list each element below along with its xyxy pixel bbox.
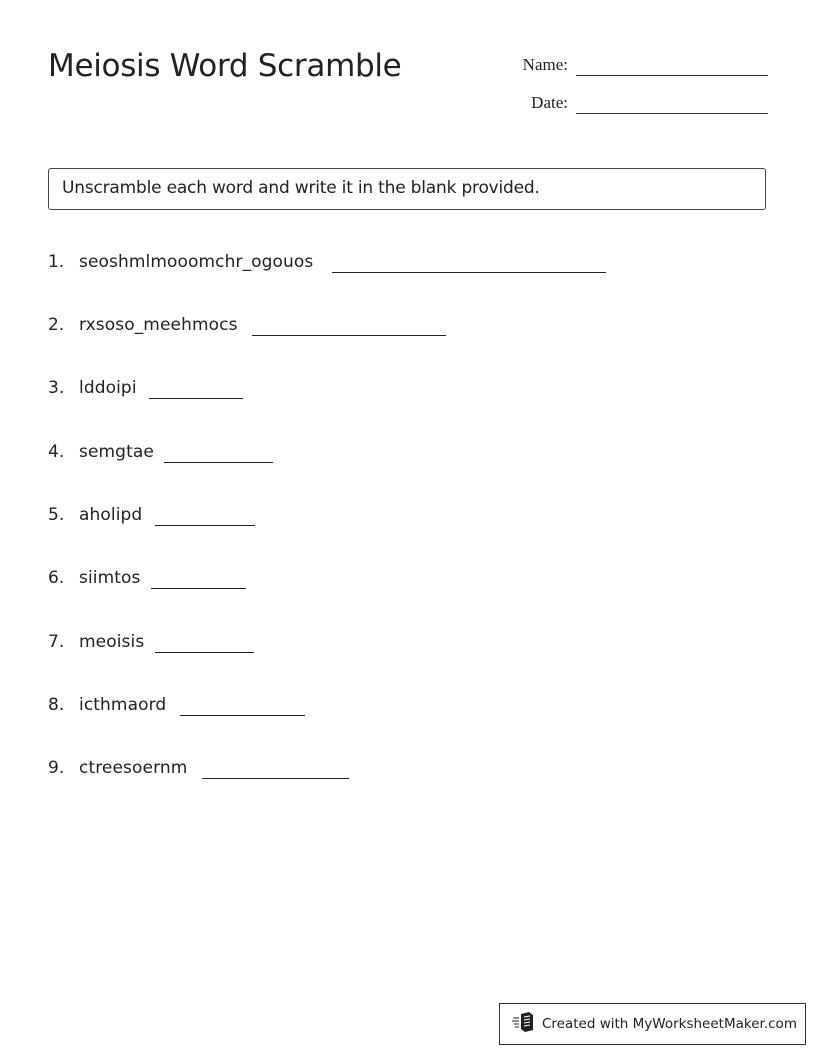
name-label: Name: (522, 55, 568, 74)
answer-blank[interactable] (202, 778, 349, 779)
name-line[interactable] (576, 75, 768, 76)
date-line[interactable] (576, 113, 768, 114)
item-number: 2. (48, 315, 65, 335)
answer-blank[interactable] (164, 462, 273, 463)
list-item (48, 505, 748, 531)
page-title: Meiosis Word Scramble (48, 48, 402, 84)
scrambled-word: rxsoso_meehmocs (79, 315, 238, 335)
worksheet-logo-icon (512, 1011, 542, 1037)
answer-blank[interactable] (149, 398, 243, 399)
item-number: 3. (48, 378, 65, 398)
scrambled-word: seoshmlmooomchr_ogouos (79, 252, 314, 272)
item-number: 6. (48, 568, 65, 588)
list-item (48, 568, 748, 594)
instructions-box (48, 168, 766, 210)
answer-blank[interactable] (332, 272, 606, 273)
item-number: 7. (48, 632, 65, 652)
footer-credit (499, 1003, 806, 1045)
scrambled-word: aholipd (79, 505, 143, 525)
item-number: 8. (48, 695, 65, 715)
date-label: Date: (531, 93, 568, 112)
scrambled-word: siimtos (79, 568, 141, 588)
item-number: 5. (48, 505, 65, 525)
scrambled-word: lddoipi (79, 378, 137, 398)
item-number: 4. (48, 442, 65, 462)
instructions-text: Unscramble each word and write it in the blank provided. (62, 178, 540, 198)
answer-blank[interactable] (151, 588, 246, 589)
answer-blank[interactable] (180, 715, 305, 716)
list-item (48, 758, 748, 784)
list-item (48, 252, 748, 278)
footer-text: Created with MyWorksheetMaker.com (542, 1016, 797, 1032)
answer-blank[interactable] (155, 525, 255, 526)
list-item (48, 695, 748, 721)
list-item (48, 315, 748, 341)
item-number: 9. (48, 758, 65, 778)
scrambled-word: meoisis (79, 632, 145, 652)
scrambled-word: semgtae (79, 442, 154, 462)
answer-blank[interactable] (252, 335, 446, 336)
list-item (48, 632, 748, 658)
answer-blank[interactable] (155, 652, 254, 653)
list-item (48, 442, 748, 468)
list-item (48, 378, 748, 404)
scrambled-word: icthmaord (79, 695, 167, 715)
item-number: 1. (48, 252, 65, 272)
scrambled-word: ctreesoernm (79, 758, 188, 778)
